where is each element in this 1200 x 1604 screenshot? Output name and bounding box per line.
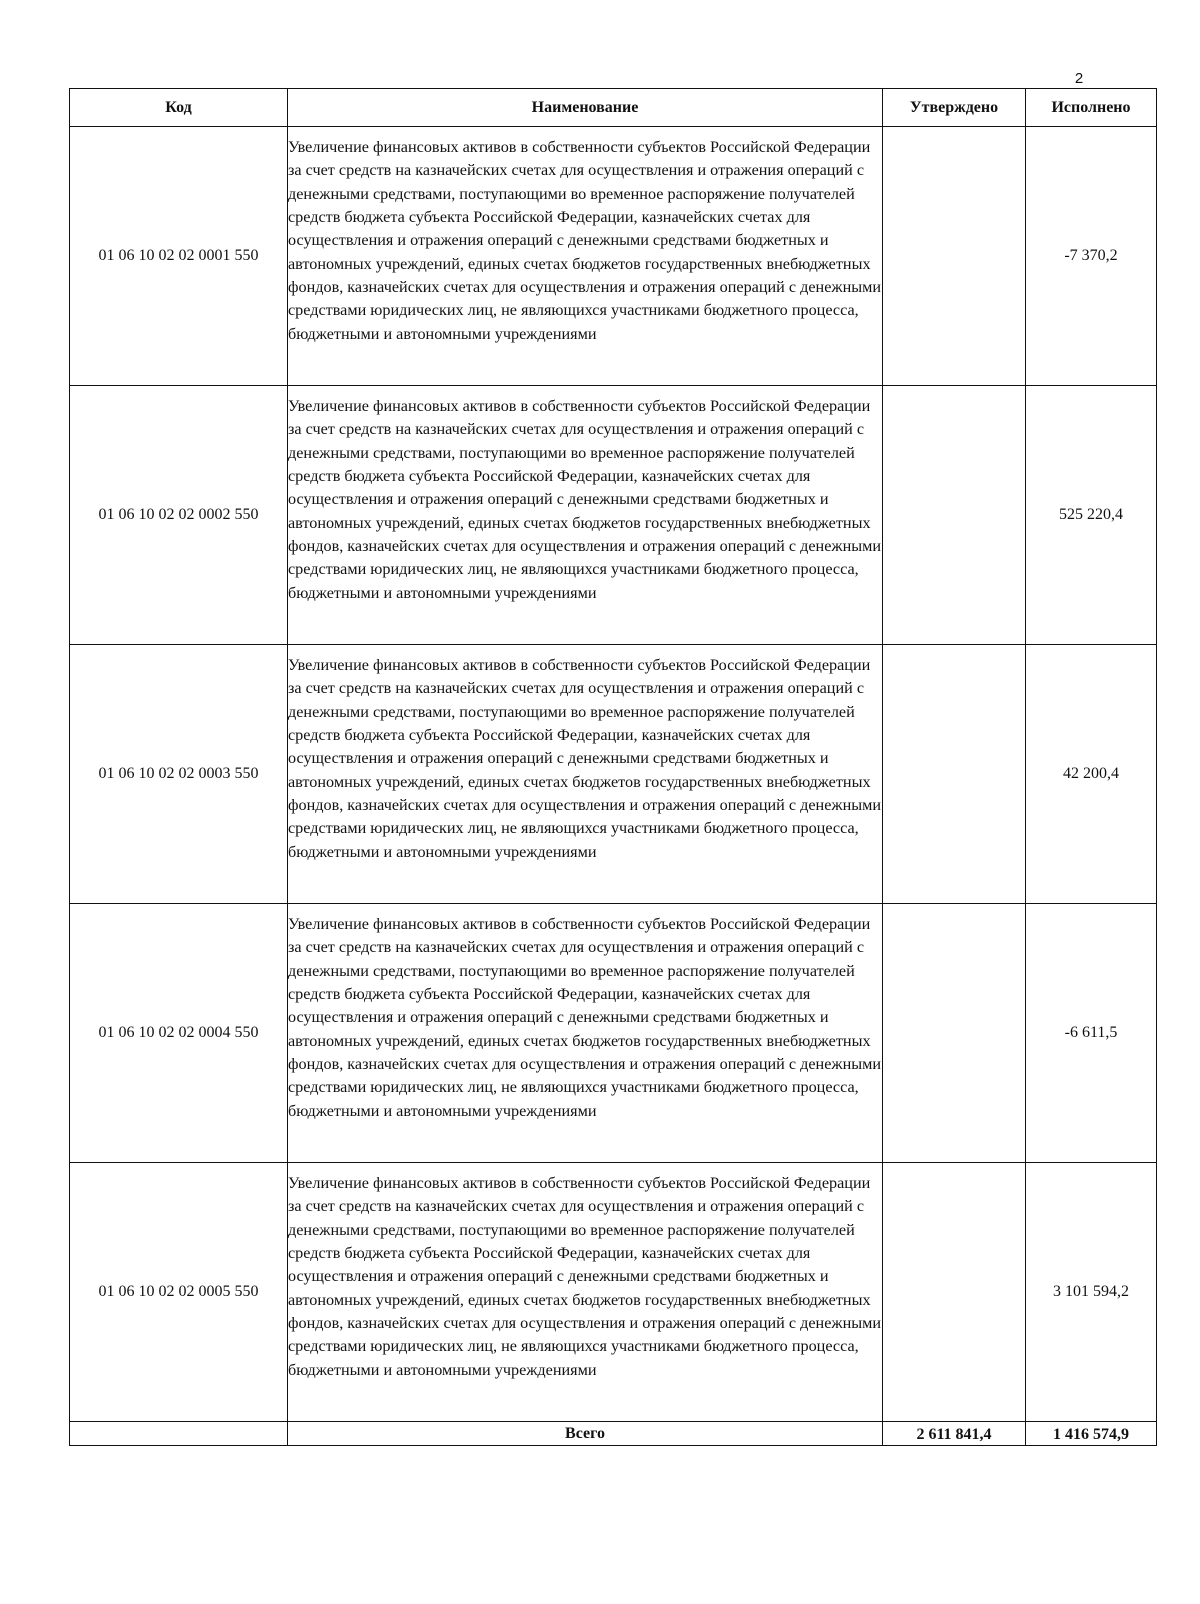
row-name — [288, 1163, 883, 1422]
header-name: Наименование — [288, 89, 883, 127]
row-name — [288, 386, 883, 645]
total-approved: 2 611 841,4 — [883, 1422, 1026, 1446]
table-header-row — [70, 89, 1157, 127]
row-code: 01 06 10 02 02 0002 550 — [70, 386, 288, 645]
row-name-text: Увеличение финансовых активов в собственности субъектов Российской Федерации за счет средств на казначейских счетах для осуществления и отражения операций с денежными средствами, поступающими во временное распоряжение получателей средств бюджета субъекта Российской Федерации, казначейских счетах для осуществления и отражения операций с денежными средствами бюджетных и автономных учреждений, единых счетах бюджетов государственных внебюджетных фондов, казначейских счетах для осуществления и отражения операций с денежными средствами юридических лиц, не являющихся участниками бюджетного процесса, бюджетными и автономными учреждениями — [288, 656, 882, 861]
row-name — [288, 904, 883, 1163]
row-code: 01 06 10 02 02 0004 550 — [70, 904, 288, 1163]
header-code: Код — [70, 89, 288, 127]
budget-table — [69, 88, 1157, 1446]
row-approved — [883, 386, 1026, 645]
table-row — [70, 904, 1157, 1163]
row-approved — [883, 645, 1026, 904]
total-code — [70, 1422, 288, 1446]
table-row — [70, 1163, 1157, 1422]
row-name-text: Увеличение финансовых активов в собственности субъектов Российской Федерации за счет средств на казначейских счетах для осуществления и отражения операций с денежными средствами, поступающими во временное распоряжение получателей средств бюджета субъекта Российской Федерации, казначейских счетах для осуществления и отражения операций с денежными средствами бюджетных и автономных учреждений, единых счетах бюджетов государственных внебюджетных фондов, казначейских счетах для осуществления и отражения операций с денежными средствами юридических лиц, не являющихся участниками бюджетного процесса, бюджетными и автономными учреждениями — [288, 915, 882, 1120]
table-row — [70, 645, 1157, 904]
row-executed: 3 101 594,2 — [1026, 1163, 1157, 1422]
total-executed: 1 416 574,9 — [1026, 1422, 1157, 1446]
row-name — [288, 645, 883, 904]
row-executed: 525 220,4 — [1026, 386, 1157, 645]
table-row — [70, 386, 1157, 645]
row-executed: -7 370,2 — [1026, 127, 1157, 386]
row-name — [288, 127, 883, 386]
header-approved: Утверждено — [883, 89, 1026, 127]
row-code: 01 06 10 02 02 0005 550 — [70, 1163, 288, 1422]
row-executed: 42 200,4 — [1026, 645, 1157, 904]
row-name-text: Увеличение финансовых активов в собственности субъектов Российской Федерации за счет средств на казначейских счетах для осуществления и отражения операций с денежными средствами, поступающими во временное распоряжение получателей средств бюджета субъекта Российской Федерации, казначейских счетах для осуществления и отражения операций с денежными средствами бюджетных и автономных учреждений, единых счетах бюджетов государственных внебюджетных фондов, казначейских счетах для осуществления и отражения операций с денежными средствами юридических лиц, не являющихся участниками бюджетного процесса, бюджетными и автономными учреждениями — [288, 138, 882, 343]
row-name-text: Увеличение финансовых активов в собственности субъектов Российской Федерации за счет средств на казначейских счетах для осуществления и отражения операций с денежными средствами, поступающими во временное распоряжение получателей средств бюджета субъекта Российской Федерации, казначейских счетах для осуществления и отражения операций с денежными средствами бюджетных и автономных учреждений, единых счетах бюджетов государственных внебюджетных фондов, казначейских счетах для осуществления и отражения операций с денежными средствами юридических лиц, не являющихся участниками бюджетного процесса, бюджетными и автономными учреждениями — [288, 1174, 882, 1379]
page-number: 2 — [1074, 70, 1084, 87]
header-executed: Исполнено — [1026, 89, 1157, 127]
table-row — [70, 127, 1157, 386]
row-approved — [883, 1163, 1026, 1422]
row-approved — [883, 127, 1026, 386]
row-code: 01 06 10 02 02 0003 550 — [70, 645, 288, 904]
row-name-text: Увеличение финансовых активов в собственности субъектов Российской Федерации за счет средств на казначейских счетах для осуществления и отражения операций с денежными средствами, поступающими во временное распоряжение получателей средств бюджета субъекта Российской Федерации, казначейских счетах для осуществления и отражения операций с денежными средствами бюджетных и автономных учреждений, единых счетах бюджетов государственных внебюджетных фондов, казначейских счетах для осуществления и отражения операций с денежными средствами юридических лиц, не являющихся участниками бюджетного процесса, бюджетными и автономными учреждениями — [288, 397, 882, 602]
row-code: 01 06 10 02 02 0001 550 — [70, 127, 288, 386]
total-row — [70, 1422, 1157, 1446]
total-label: Всего — [288, 1422, 883, 1446]
row-approved — [883, 904, 1026, 1163]
row-executed: -6 611,5 — [1026, 904, 1157, 1163]
